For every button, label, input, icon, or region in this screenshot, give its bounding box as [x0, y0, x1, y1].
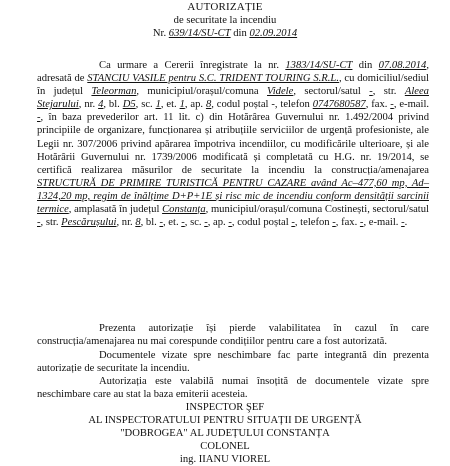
text-fragment: , sectorul/satul — [293, 86, 361, 98]
text-fragment: , sc. — [135, 99, 153, 111]
document-subtitle: de securitate la incendiu — [173, 15, 277, 27]
din-label: din — [233, 28, 247, 40]
text-fragment: , str. — [40, 217, 59, 229]
paragraph-validity: Prezenta autorizație își pierde valabilitatea în cazul în care construcția/amenajarea nu mai corespunde condițiilor pentru care a fost autorizată. — [37, 323, 429, 348]
signature-rank — [0, 440, 450, 453]
text-fragment: , fax. — [365, 99, 388, 111]
cerere-number: 1383/14/SU-CT — [285, 60, 353, 71]
fax: - — [390, 99, 394, 111]
floor: 1 — [179, 99, 185, 111]
signature-county — [0, 427, 450, 440]
block: D5 — [122, 99, 136, 111]
date-rest: .09.2014 — [260, 28, 298, 40]
site-fax: - — [359, 217, 364, 229]
text-fragment: , municipiul/orașul/comuna Costinești, sectorul/satul — [205, 204, 429, 216]
text-fragment: , codul poștal -, telefon — [211, 99, 310, 111]
text-fragment: , str. — [372, 86, 397, 98]
sector: - — [369, 86, 373, 98]
locality: Videle — [267, 86, 294, 98]
site-phone: - — [332, 217, 336, 229]
text-fragment: , e-mail. — [393, 99, 430, 111]
site-apartment: - — [228, 217, 232, 229]
document-number-line — [0, 27, 450, 40]
site-floor: - — [181, 217, 185, 229]
text-fragment: Ca urmare a Cererii înregistrate la nr. — [99, 60, 280, 71]
text-fragment: . — [404, 217, 408, 229]
text-fragment: , municipiul/orașul/comuna — [136, 86, 259, 98]
signature-line-1: INSPECTOR ŞEF — [185, 402, 265, 413]
email: - — [37, 112, 41, 124]
text-fragment: , bl. — [103, 99, 120, 111]
text-fragment: , codul poștal — [231, 217, 289, 229]
document-header — [0, 1, 450, 40]
date-day: 02 — [249, 28, 261, 40]
nr-value: 639 — [168, 28, 185, 40]
signature-title — [0, 401, 450, 414]
text-fragment: , bl. — [140, 217, 157, 229]
paragraph-main — [37, 59, 429, 229]
text-fragment: , nr. — [78, 99, 96, 111]
text-fragment: , în baza prevederilor art. 11 lit. c) din Hotărârea Guvernului nr. 1.492/2004 privind principiile de organizare, funcționarea și atribuțiile serviciilor de urgență profesioniste, ale Legii nr. 307/2006 privind apărarea împotriva incendiilor, cu modificările ulterioare, și ale Hotărârii Guvernului nr. 1739/2006 modificată și completată cu H.G. nr. 19/2014, se certifică realizarea măsurilor de securitate la incendiu la construcția/amenajarea — [37, 112, 429, 176]
street: Aleea Stejarului — [37, 86, 429, 111]
signature-line-3: "DOBROGEA" AL JUDEȚULUI CONSTANȚA — [120, 428, 330, 439]
paragraph-conditions: Autorizația este valabilă numai însoțită de documentele vizate spre neschimbare care au stat la baza emiterii acesteia. — [37, 376, 429, 401]
site-sector: - — [37, 217, 41, 229]
site-county: Constanța — [162, 204, 206, 216]
site-email: - — [401, 217, 405, 229]
text-fragment: , ap. — [184, 99, 204, 111]
text-fragment: , telefon — [294, 217, 330, 229]
text-fragment: , ap. — [207, 217, 226, 229]
text-fragment: , cu domiciliul/sediul în județul — [37, 73, 429, 98]
text-fragment: , e-mail. — [363, 217, 399, 229]
text-fragment: din — [358, 60, 373, 71]
nr-prefix: Nr. — [152, 28, 167, 40]
signature-line-4: COLONEL — [200, 441, 250, 452]
document-title: AUTORIZAȚIE — [187, 1, 263, 13]
site-number: 8 — [135, 217, 141, 229]
nr-suffix: /14/SU-CT — [184, 28, 231, 40]
construction-description: STRUCTURĂ DE PRIMIRE TURISTICĂ PENTRU CAZARE având Ac–477,60 mp, Ad–1324,20 mp, regim de înălțime D+P+1E și risc mic de incendiu conform densității sarcinii termice — [37, 177, 429, 216]
text-fragment: , et. — [160, 99, 177, 111]
apartment: 8 — [205, 99, 212, 111]
site-street: Pescărușului — [61, 217, 117, 229]
text-fragment: , et. — [163, 217, 179, 229]
text-fragment: , amplasată în județul — [68, 204, 160, 216]
signature-line-5: ing. IIANU VIOREL — [179, 454, 271, 465]
site-postal-code: - — [291, 217, 295, 229]
signature-name — [0, 453, 450, 466]
staircase: 1 — [155, 99, 161, 111]
phone: 0747680587 — [312, 99, 366, 111]
document-page — [0, 1, 450, 465]
text-fragment: , adresată de — [37, 60, 429, 85]
paragraph-documents: Documentele vizate spre neschimbare fac parte integrantă din prezenta autorizație de securitate la incendiu. — [37, 350, 429, 375]
cerere-date: 07.08.2014 — [378, 60, 427, 71]
site-block: - — [159, 217, 163, 229]
text-fragment: , nr. — [116, 217, 133, 229]
street-number: 4 — [98, 99, 104, 111]
applicant: STANCIU VASILE pentru S.C. TRIDENT TOURING S.R.L. — [87, 73, 339, 85]
text-fragment: , fax. — [335, 217, 358, 229]
text-fragment: , sc. — [184, 217, 202, 229]
county: Teleorman — [91, 86, 137, 98]
site-staircase: - — [204, 217, 208, 229]
signature-line-2: AL INSPECTORATULUI PENTRU SITUAȚII DE URGENȚĂ — [88, 415, 362, 426]
signature-institution — [0, 414, 450, 427]
